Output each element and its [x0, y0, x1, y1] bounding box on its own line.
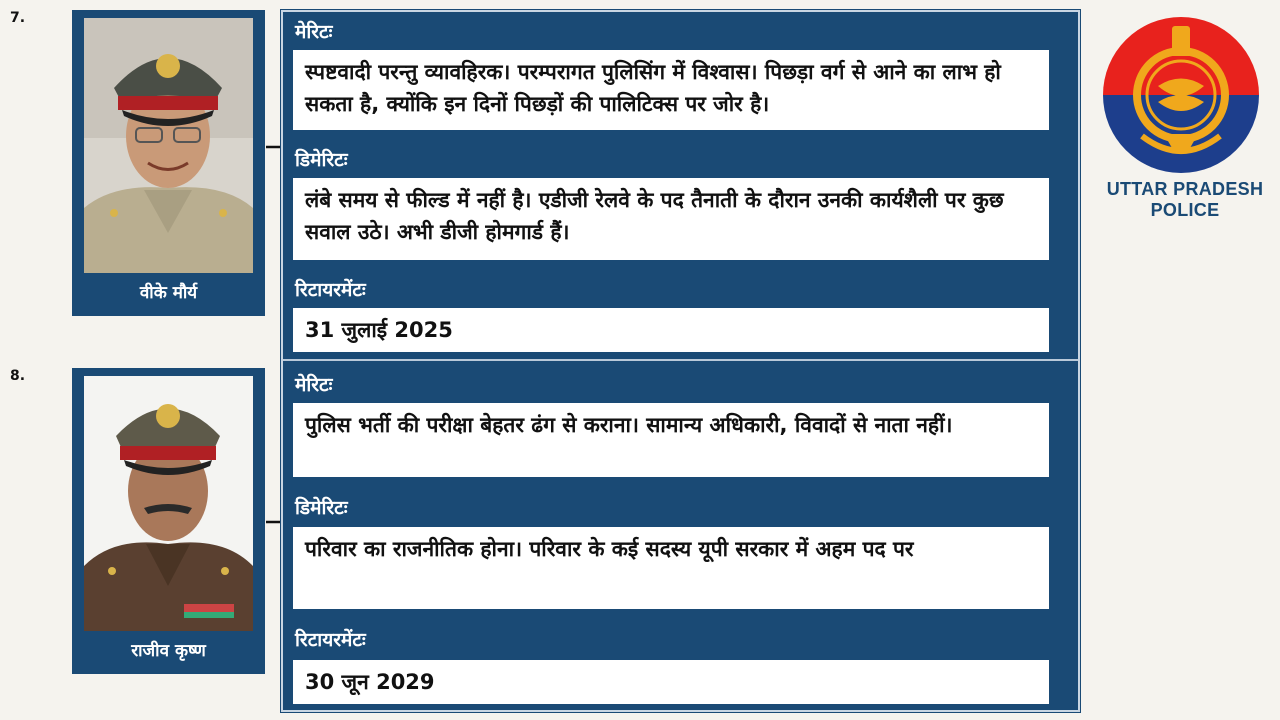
- retirement-date: 31 जुलाई 2025: [293, 308, 1049, 352]
- logo-subtitle: POLICE: [1150, 200, 1220, 220]
- up-police-emblem-icon: [1102, 16, 1260, 174]
- retirement-label: रिटायरमेंटः: [295, 279, 366, 301]
- demerit-label: डिमेरिटः: [295, 149, 348, 171]
- officer-name: वीके मौर्य: [139, 283, 198, 303]
- demerit-label: डिमेरिटः: [295, 497, 348, 519]
- demerit-text: परिवार का राजनीतिक होना। परिवार के कई सदस्य यूपी सरकार में अहम पद पर: [293, 527, 1049, 609]
- merit-text: पुलिस भर्ती की परीक्षा बेहतर ढंग से कराना। सामान्य अधिकारी, विवादों से नाता नहीं।: [293, 403, 1049, 477]
- merit-text: स्पष्टवादी परन्तु व्यावहिरक। परम्परागत पुलिसिंग में विश्वास। पिछड़ा वर्ग से आने का लाभ हो सकता है, क्योंकि इन दिनों पिछड़ों की पालिटिक्स पर जोर है।: [293, 50, 1049, 130]
- officer-photo-card: [72, 10, 265, 316]
- retirement-label: रिटायरमेंटः: [295, 629, 366, 651]
- officer-number: 8.: [10, 368, 26, 384]
- officer-photo: [84, 376, 253, 631]
- merit-label: मेरिटः: [295, 374, 333, 396]
- demerit-text: लंबे समय से फील्ड में नहीं है। एडीजी रेलवे के पद तैनाती के दौरान उनकी कार्यशैली पर कुछ सवाल उठे। अभी डीजी होमगार्ड हैं।: [293, 178, 1049, 260]
- officer-name: राजीव कृष्ण: [131, 641, 206, 661]
- retirement-date: 30 जून 2029: [293, 660, 1049, 704]
- info-panel: [281, 10, 1080, 712]
- merit-label: मेरिटः: [295, 21, 333, 43]
- logo-title: UTTAR PRADESH: [1106, 179, 1264, 199]
- officer-photo-card: [72, 368, 265, 674]
- officer-number: 7.: [10, 10, 26, 26]
- section-divider: [283, 359, 1078, 361]
- officer-photo: [84, 18, 253, 273]
